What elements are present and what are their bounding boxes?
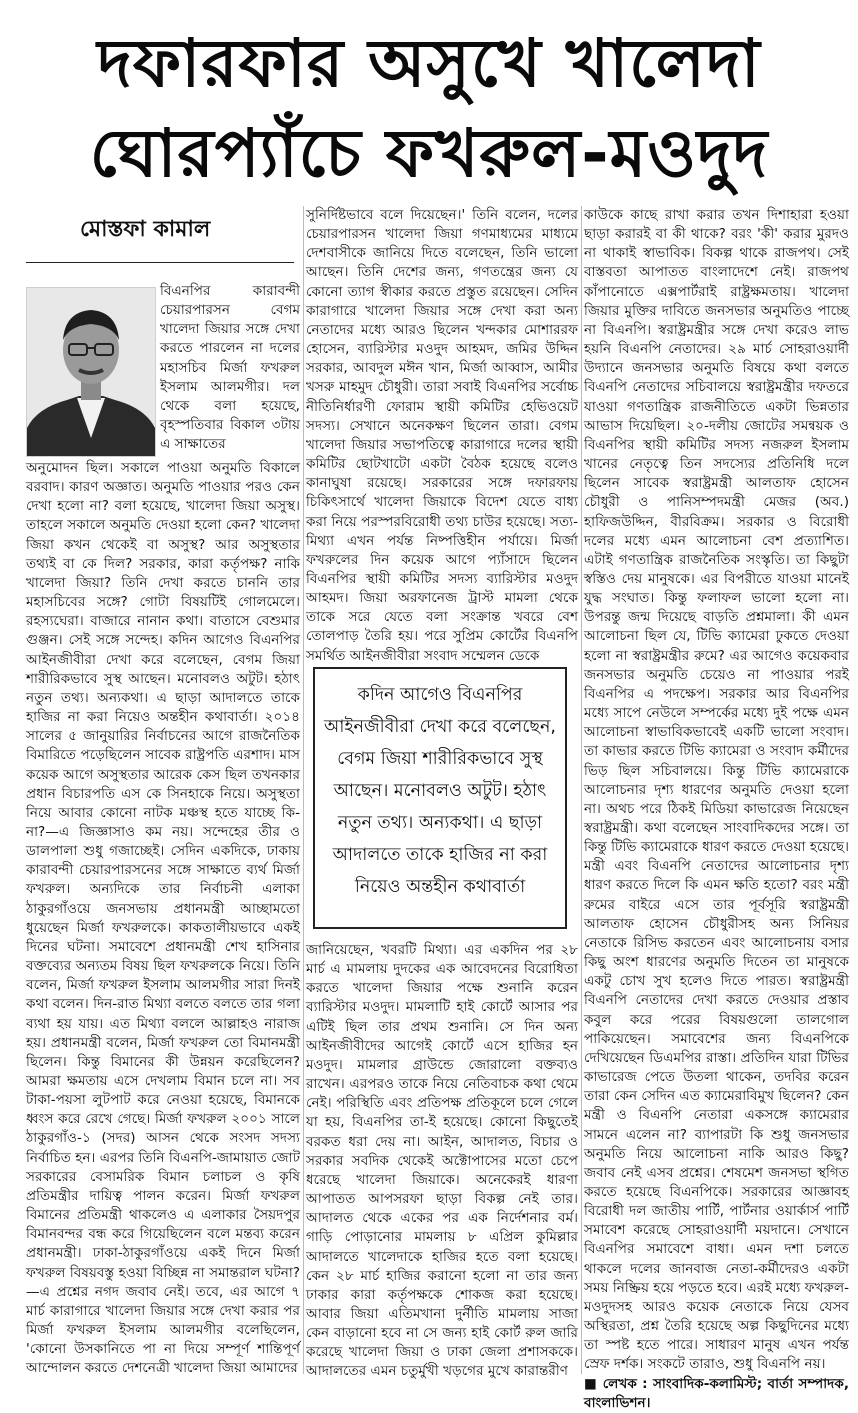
column-1-top [160, 282, 300, 460]
byline-rule [26, 262, 294, 263]
column-2-bottom [306, 941, 578, 1380]
pull-quote-box [313, 667, 567, 929]
pull-quote-text: কদিন আগেও বিএনপির আইনজীবীরা দেখা করে বলেছেন, বেগম জিয়া শারীরিকভাবে সুস্থ আছেন। মনোবলও অটুট। হঠাৎ নতুন তথ্য। অন্যকথা। এ ছাড়া আদালতে তাকে হাজির না করা নিয়েও অন্তহীন কথাবার্তা [324, 685, 556, 897]
headline-line-2: ঘোরপ্যাঁচে ফখরুল-মওদুদ [89, 115, 769, 192]
column-2-top-text: সুনির্দিষ্টভাবে বলে দিয়েছেন।' তিনি বলেন, দলের চেয়ারপারসন খালেদা জিয়া গণমাধ্যমের মাধ্যমে দেশবাসীকে জানিয়ে দিতে বলেছেন, তিনি ভালো আছেন। তিনি দেশের জন্য, গণতন্ত্রের জন্য যে কোনো ত্যাগ স্বীকার করতে প্রস্তুত রয়েছেন। সেদিন কারাগারে খালেদা জিয়ার সঙ্গে দেখা করা অন্য নেতাদের মধ্যে আরও ছিলেন খন্দকার মোশাররফ হোসেন, ব্যারিস্টার মওদুদ আহমদ, জমির উদ্দিন সরকার, আবদুল মঈন খান, মির্জা আব্বাস, আমীর খসরু মাহমুদ চৌধুরী। তারা সবাই বিএনপির সর্বোচ্চ নীতিনির্ধারণী ফোরাম স্থায়ী কমিটির হেভিওয়েট সদস্য। সেখানে অনেকক্ষণ ছিলেন তারা। বেগম খালেদা জিয়ার সভাপতিত্বে কারাগারে দলের স্থায়ী কমিটির ছোটখাটো একটা বৈঠক হয়েছে বলেও কানাঘুষা রয়েছে। সরকারের সঙ্গে দফারফায় চিকিৎসার্থে খালেদা জিয়াকে বিদেশ যেতে বাধ্য করা নিয়ে পরস্পরবিরোধী তথ্য চাউর হয়েছে। সত্য-মিথ্যা এখন পর্যন্ত নিষ্পত্তিহীন পর্যায়ে। মির্জা ফখরুলের দিন কয়েক আগে প্যাঁসাদে ছিলেন বিএনপির স্থায়ী কমিটির সদস্য ব্যারিস্টার মওদুদ আহমদ। জিয়া অরফানেজ ট্রাস্ট মামলা থেকে তাকে সরে যেতে বলা সংক্রান্ত খবরে বেশ তোলপাড় তৈরি হয়। পরে সুপ্রিম কোর্টের বিএনপি সমর্থিত আইনজীবীরা সংবাদ সম্মেলন ডেকে [306, 207, 578, 664]
byline: মোস্তফা কামাল [80, 217, 211, 242]
author-photo-svg [27, 288, 155, 456]
column-divider-2 [581, 206, 582, 1374]
column-2-top [306, 206, 578, 664]
column-1-top-text: বিএনপির কারাবন্দী চেয়ারপারসন বেগম খালেদা জিয়ার সঙ্গে দেখা করতে পারলেন না দলের মহাসচিব মির্জা ফখরুল ইসলাম আলমগীর। দল থেকে বলা হয়েছে, বৃহস্পতিবার বিকাল ৩টায় এ সাক্ষাতের [160, 283, 300, 453]
column-1-main-text: অনুমোদন ছিল। সকালে পাওয়া অনুমতি বিকালে বরবাদ। কারণ অজ্ঞাত। অনুমতি পাওয়ার পরও কেন দেখা হলো না? বলা হয়েছে, খালেদা জিয়া অসুস্থ। তাহলে সকালে অনুমতি দেওয়া হলো কেন? খালেদা জিয়া কখন থেকেই বা অসুস্থ? আর অসুস্থতার তথ্যই বা কে দিল? সরকার, কারা কর্তৃপক্ষ? নাকি খালেদা জিয়া? তিনি দেখা করতে চাননি তার মহাসচিবের সঙ্গে? গোটা বিষয়টিই গোলমেলে। রহস্যঘেরা। বাজারে নানান কথা। বাতাসে বেশুমার গুঞ্জন। সেই সঙ্গে সন্দেহ। কদিন আগেও বিএনপির আইনজীবীরা দেখা করে বলেছেন, বেগম জিয়া শারীরিকভাবে সুস্থ আছেন। মনোবলও অটুট। হঠাৎ নতুন তথ্য। অন্যকথা। এ ছাড়া আদালতে তাকে হাজির না করা নিয়েও অন্তহীন কথাবার্তা। ২০১৪ সালের ৫ জানুয়ারির নির্বাচনের আগে রাজনৈতিক বিমারিতে পড়েছিলেন সাবেক রাষ্ট্রপতি এরশাদ। মাস কয়েক আগে অসুস্থতার আরেক কেস ছিল তখনকার প্রধান বিচারপতি এস কে সিনহাকে নিয়ে। অসুস্থতা নিয়ে আবার কোনো নাটক মঞ্চস্থ হতে যাচ্ছে কি-না?—এ জিজ্ঞাসাও কম নয়। সন্দেহের তীর ও ডালপালা শুধু গজাচ্ছেই। সেদিন একদিকে, ঢাকায় কারাবন্দী চেয়ারপারসনের সঙ্গে সাক্ষাতে ব্যর্থ মির্জা ফখরুল। অন্যদিকে তার নির্বাচনী এলাকা ঠাকুরগাঁওয়ে জনসভায় প্রধানমন্ত্রী আচ্ছামতো ধুয়েছেন মির্জা ফখরুলকে। কাকতালীয়ভাবে একই দিনের ঘটনা। সমাবেশে প্রধানমন্ত্রী শেখ হাসিনার বক্তব্যের অন্যতম বিষয় ছিল ফখরুলকে নিয়ে। তিনি বলেন, মির্জা ফখরুল ইসলাম আলমগীর সারা দিনই কথা বলেন। দিন-রাত মিথ্যা বলতে বলতে তার গলা ব্যথা হয় যায়। এত মিথ্যা বললে আল্লাহও নারাজ হয়। প্রধানমন্ত্রী বলেন, মির্জা ফখরুল তো বিমানমন্ত্রী ছিলেন। কিন্তু বিমানের কী উন্নয়ন করেছিলেন? আমরা ক্ষমতায় এসে দেখলাম বিমান চলে না। সব টাকা-পয়সা লুটপাট করে নেওয়া হয়েছে, বিমানকে ধ্বংস করে রেখে গেছে। মির্জা ফখরুল ২০০১ সালে ঠাকুরগাঁও-১ (সদর) আসন থেকে সংসদ সদস্য নির্বাচিত হন। এরপর তিনি বিএনপি-জামায়াত জোট সরকারের বেসামরিক বিমান চলাচল ও কৃষি প্রতিমন্ত্রীর দায়িত্ব পালন করেন। মির্জা ফখরুল বিমানের প্রতিমন্ত্রী থাকলেও এ এলাকার সৈয়দপুর বিমানবন্দর বন্ধ করে গিয়েছিলেন বলে মন্তব্য করেন প্রধানমন্ত্রী। ঢাকা-ঠাকুরগাঁওয়ে একই দিনে মির্জা ফখরুল বিষয়বস্তু হওয়া বিচ্ছিন্ন না সমান্তরাল ঘটনা?—এ প্রশ্নের নগদ জবাব নেই। তবে, এর আগে ৭ মার্চ কারাগারে খালেদা জিয়ার সঙ্গে দেখা করার পর মির্জা ফখরুল ইসলাম আলমগীর বলেছিলেন, 'কোনো উসকানিতে পা না দিয়ে সম্পূর্ণ শান্তিপূর্ণ আন্দোলন করতে দেশনেত্রী খালেদা জিয়া আমাদের [26, 460, 300, 1377]
column-3 [584, 206, 849, 1411]
headline-line-1: দফারফার অসুখে খালেদা [97, 25, 761, 102]
column-3-text: কাউকে কাছে রাখা করার তখন দিশাহারা হওয়া ছাড়া করারই বা কী থাকে? বরং 'কী' করার মুরদও না থাকাই স্বাভাবিক। বিকল্প থাকে রাজপথ। সেই বাস্তবতা আপাতত বাংলাদেশে নেই। রাজপথ কাঁপানোতে এক্সপার্টরাই রাষ্ট্রক্ষমতায়। খালেদা জিয়ার মুক্তির দাবিতে জনসভার অনুমতিও পাচ্ছে না বিএনপি। স্বরাষ্ট্রমন্ত্রীর সঙ্গে দেখা করেও লাভ হয়নি বিএনপি নেতাদের। ২৯ মার্চ সোহরাওয়ার্দী উদ্যানে জনসভার অনুমতি বিষয়ে কথা বলতে বিএনপি নেতাদের সচিবালয়ে স্বরাষ্ট্রমন্ত্রীর দফতরে যাওয়া গণতান্ত্রিক রাজনীতিতে একটা ভিন্নতার আভাস দিয়েছিল। ২০-দলীয় জোটের সমন্বয়ক ও বিএনপির স্থায়ী কমিটির সদস্য নজরুল ইসলাম খানের নেতৃত্বে তিন সদস্যের প্রতিনিধি দলে ছিলেন সাবেক স্বরাষ্ট্রমন্ত্রী আলতাফ হোসেন চৌধুরী ও পানিসম্পদমন্ত্রী মেজর (অব.) হাফিজউদ্দিন, বীরবিক্রম। সরকার ও বিরোধী দলের মধ্যে এমন আলোচনা বেশ প্রত্যাশিত। এটাই গণতান্ত্রিক রাজনৈতিক সংস্কৃতি। তা কিছুটা স্বস্তিও দেয় মানুষকে। এর বিপরীতে যাওয়া মানেই যুদ্ধ সংঘাত। কিন্তু ফলাফল ভালো হলো না। উপরন্তু জন্ম দিয়েছে বাড়তি প্রশ্নমালা। কী এমন আলোচনা ছিল যে, টিভি ক্যামেরা ঢুকতে দেওয়া হলো না স্বরাষ্ট্রমন্ত্রীর রুমে? এর আগেও কয়েকবার জনসভার অনুমতি চেয়েও না পাওয়ার পরই বিএনপির এ পদক্ষেপ। সরকার আর বিএনপির মধ্যে সাপে নেউলে সম্পর্কের মধ্যে দুই পক্ষে এমন আলোচনা স্বাভাবিকভাবেই একটি ভালো সংবাদ। তা কাভার করতে টিভি ক্যামেরা ও সংবাদ কর্মীদের ভিড় ছিল সচিবালয়ে। কিন্তু টিভি ক্যামেরাকে আলোচনার দৃশ্য ধারণের অনুমতি দেওয়া হলো না। অথচ পরে ঠিকই মিডিয়া কাভারেজ নিয়েছেন স্বরাষ্ট্রমন্ত্রী। কথা বলেছেন সাংবাদিকদের সঙ্গে। তা কিন্তু টিভি ক্যামেরাকে ধারণ করতে দেওয়া হয়েছে। মন্ত্রী এবং বিএনপি নেতাদের আলোচনার দৃশ্য ধারণ করতে দিলে কি এমন ক্ষতি হতো? বরং মন্ত্রী রুমের বাইরে এসে তার পূর্বসূরি স্বরাষ্ট্রমন্ত্রী আলতাফ হোসেন চৌধুরীসহ অন্য সিনিয়র নেতাকে রিসিভ করতেন এবং আলোচনায় বসার কিছু অংশ ধারণের অনুমতি দিতেন তা মানুষকে একটু চোখ সুখ হলেও দিতে পারত। স্বরাষ্ট্রমন্ত্রী বিএনপি নেতাদের দেখা করতে দেওয়ার প্রস্তাব কবুল করে পরের বিষয়গুলো তালগোল পাকিয়েছেন। সমাবেশের জন্য বিএনপিকে দেখিয়েছেন ডিএমপির রাস্তা। প্রতিদিন যারা টিভির কাভারেজ পেতে উতলা থাকেন, তদবির করেন তারা কেন সেদিন এত ক্যামেরাবিমুখ ছিলেন? কেন মন্ত্রী ও বিএনপি নেতারা একসঙ্গে ক্যামেরার সামনে এলেন না? ব্যাপারটা কি শুধু জনসভার অনুমতি নিয়ে আলোচনা নাকি আরও কিছু? জবাব নেই এসব প্রশ্নের। শেষমেশ জনসভা স্থগিত করতে হয়েছে বিএনপিকে। সরকারের আজ্ঞাবহ বিরোধী দল জাতীয় পার্টি, পার্টনার ওয়ার্কার্স পার্টি সমাবেশ করেছে সোহরাওয়ার্দী ময়দানে। সেখানে বিএনপির সমাবেশে বাধা। এমন দশা চলতে থাকলে দলের জানবাজ নেতা-কর্মীদেরও একটা সময় নিষ্ক্রিয় হয়ে পড়তে হবে। এরই মধ্যে ফখরুল-মওদুদসহ আরও কয়েক নেতাকে নিয়ে যেসব অস্থিরতা, প্রশ্ন তৈরি হয়েছে অল্প কিছুদিনের মধ্যে তা স্পষ্ট হতে পারে। সাধারণ মানুষ এখন পর্যন্ত স্রেফ দর্শক। সংকটে তারাও, শুধু বিএনপি নয়। [584, 207, 849, 1373]
column-2-bottom-text: জানিয়েছেন, খবরটি মিথ্যা। এর একদিন পর ২৮ মার্চ এ মামলায় দুদকের এক আবেদনের বিরোধিতা করতে খালেদা জিয়ার পক্ষে শুনানি করেন ব্যারিস্টার মওদুদ। মামলাটি হাই কোর্টে আসার পর এটিই ছিল তার প্রথম শুনানি। সে দিন অন্য আইনজীবীদের আগেই কোর্টে এসে হাজির হন মওদুদ। মামলার গ্রাউন্ডে জোরালো বক্তব্যও রাখেন। এরপরও তাকে নিয়ে নেতিবাচক কথা থেমে নেই। পরিস্থিতি এবং প্রতিপক্ষ প্রতিকূলে চলে গেলে যা হয়, বিএনপির তা-ই হয়েছে। কোনো কিছুতেই বরকত ধরা দেয় না। আইন, আদালত, বিচার ও সরকার সবদিক থেকেই অক্টোপাসের মতো চেপে ধরেছে খালেদা জিয়াকে। অনেকেরই ধারণা আপাতত আপসরফা ছাড়া বিকল্প নেই তার। আদালত থেকে একের পর এক নির্দেশনার বর্ম। গাড়ি পোড়ানোর মামলায় ৮ এপ্রিল কুমিল্লার আদালতে খালেদাকে হাজির হতে বলা হয়েছে। কেন ২৮ মার্চ হাজির করানো হলো না তার জন্য ঢাকার কারা কর্তৃপক্ষকে শোকজ করা হয়েছে। আবার জিয়া এতিমখানা দুর্নীতি মামলায় সাজা কেন বাড়ানো হবে না সে জন্য হাই কোর্ট রুল জারি করেছে খালেদা জিয়া ও ঢাকা জেলা প্রশাসককে। আদালতের এমন চতুর্মুখী খড়গের মুখে কারান্তরীণ [306, 942, 578, 1380]
column-divider-1 [303, 206, 304, 1374]
author-note: ■ লেখক : সাংবাদিক-কলামিস্ট; বার্তা সম্পাদক, বাংলাভিশন। [584, 1375, 849, 1411]
author-portrait-icon [26, 287, 156, 457]
column-1-main [26, 459, 300, 1375]
